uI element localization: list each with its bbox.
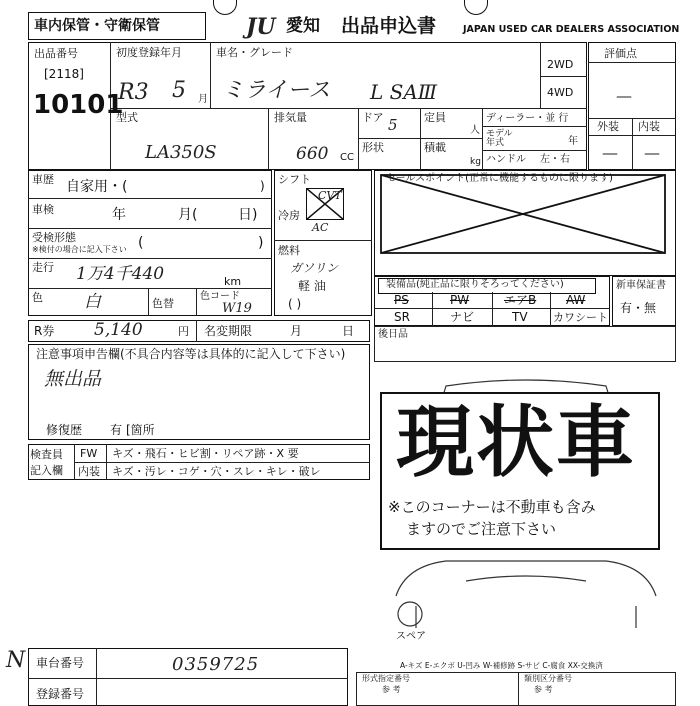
first-reg-label: 初度登録年月 — [116, 46, 182, 59]
year-unit: 年 — [568, 136, 578, 147]
handle-options: 左・右 — [540, 154, 570, 165]
interior-value: — — [644, 143, 660, 162]
lot-number: 10101 — [33, 90, 124, 120]
mileage-label: 走行 — [32, 261, 54, 274]
notes-label: 注意事項申告欄(不具合内容等は具体的に記入して下さい) — [36, 347, 346, 361]
interior-check-label: 内装 — [78, 465, 100, 478]
fuel-value: ガソリン — [290, 261, 339, 275]
interior-items: キズ・汚レ・コゲ・穴・スレ・キレ・破レ — [112, 465, 321, 478]
ju-logo: JU — [246, 14, 276, 40]
warranty-value: 有・無 — [620, 301, 657, 315]
inspection-day: 日) — [238, 207, 258, 223]
inspection-label: 車検 — [32, 203, 54, 216]
door-value: 5 — [388, 116, 398, 134]
aircon-value: AC — [312, 221, 329, 234]
repair-paren: [箇所 — [126, 423, 155, 437]
region-name: 愛知 — [286, 16, 320, 36]
first-reg-month: 5 — [172, 78, 186, 103]
interior-label: 内装 — [638, 120, 660, 133]
rating-score: — — [616, 86, 632, 105]
load-label: 積載 — [424, 141, 446, 154]
fuel-option: 軽 油 — [298, 279, 326, 293]
car-kind-value: 自家用・( — [66, 179, 128, 195]
receive-paren-close: ) — [258, 235, 264, 251]
ref-label-2: 参 考 — [534, 685, 553, 694]
aircon-label: 冷房 — [278, 209, 300, 222]
model-value: LA350S — [145, 142, 217, 163]
fw-label: FW — [80, 447, 98, 460]
lot-label: 出品番号 — [34, 47, 78, 60]
option-ps: PS — [394, 293, 409, 307]
shape-code-label: 形式指定番号 — [362, 674, 410, 683]
fuel-label: 燃料 — [278, 244, 300, 257]
deadline-month: 月 — [290, 324, 303, 338]
options-label: 装備品(純正品に限りそろってください) — [386, 279, 564, 290]
selling-points-cross — [380, 174, 666, 254]
color-value: 白 — [84, 292, 101, 312]
kg-unit: kg — [470, 157, 481, 167]
recycle-label: R券 — [34, 324, 55, 338]
binder-hole-left — [213, 0, 237, 15]
options-strike — [378, 278, 596, 294]
storage-label: 車内保管・守衛保管 — [34, 18, 160, 34]
recycle-value: 5,140 — [94, 320, 143, 340]
repair-label: 修復歴 — [46, 423, 83, 437]
drive-2wd: 2WD — [547, 58, 574, 71]
selling-points-label: セールスポイント(正常に機能するものに限ります) — [386, 173, 613, 184]
drive-4wd: 4WD — [547, 86, 574, 99]
option-kawaseat: カワシート — [553, 311, 608, 324]
displacement-label: 排気量 — [274, 111, 307, 124]
handle-label: ハンドル — [486, 154, 526, 165]
mileage-value: 1万4千440 — [76, 264, 165, 284]
displacement-value: 660 — [296, 144, 329, 164]
fw-items: キズ・飛石・ヒビ割・リペア跡・X 要 — [112, 447, 299, 460]
grade-value: L SAⅢ — [370, 80, 438, 104]
as-is-note-1: ※このコーナーは不動車も含み — [388, 498, 596, 516]
notes-value: 無出品 — [44, 368, 102, 390]
spare-label: スペア — [396, 631, 426, 642]
color-change-label: 色替 — [152, 297, 174, 310]
option-navi: ナビ — [450, 310, 475, 324]
rating-label: 評価点 — [604, 47, 637, 60]
after-items-label: 後日品 — [378, 329, 408, 340]
car-kind-label: 車歴 — [32, 173, 54, 186]
form-title: 出品申込書 — [341, 15, 437, 37]
inspector-label-2: 記入欄 — [30, 464, 63, 477]
color-code-label: 色コード — [200, 291, 240, 302]
cc-unit: CC — [340, 152, 354, 163]
association-name: JAPAN USED CAR DEALERS ASSOCIATION — [463, 24, 680, 35]
option-sr: SR — [394, 310, 410, 324]
receive-label: 受検形態 — [32, 231, 76, 244]
ref-label-1: 参 考 — [382, 685, 401, 694]
deadline-label: 名変期限 — [204, 324, 253, 338]
door-label: ドア — [362, 111, 384, 124]
car-name-value: ミライース — [222, 78, 331, 103]
inspection-month: 月( — [178, 207, 198, 223]
shape-label: 形状 — [362, 141, 384, 154]
reg-number-label: 登録番号 — [36, 687, 85, 701]
binder-hole-right — [464, 0, 488, 15]
deadline-day: 日 — [342, 324, 355, 338]
as-is-note-2: ますのでご注意下さい — [406, 520, 557, 538]
exterior-label: 外装 — [597, 120, 619, 133]
color-code-value: W19 — [222, 301, 252, 316]
spare-tire-icon — [398, 602, 422, 626]
first-reg-value: R3 — [118, 80, 149, 105]
margin-mark: N — [6, 648, 26, 673]
shift-label: シフト — [278, 173, 311, 186]
after-items-block — [374, 326, 676, 362]
option-aw: AW — [566, 293, 586, 307]
recycle-block — [28, 320, 370, 342]
km-unit: km — [224, 275, 242, 288]
fuel-paren: ( ) — [288, 297, 302, 311]
option-pw: PW — [450, 293, 470, 307]
recycle-yen: 円 — [178, 325, 189, 338]
car-name-label: 車名・グレード — [216, 46, 293, 59]
warranty-label: 新車保証書 — [616, 280, 666, 291]
color-label: 色 — [32, 291, 43, 304]
month-unit: 月 — [198, 94, 208, 105]
option-tv: TV — [512, 310, 528, 324]
dealer-label: ディーラー・並 行 — [486, 113, 569, 124]
shift-value: CVT — [318, 189, 342, 202]
category-code-label: 類別区分番号 — [524, 674, 572, 683]
inspector-label-1: 検査員 — [30, 448, 63, 461]
receive-note: ※検付の場合に記入下さい — [32, 245, 127, 254]
chassis-label: 車台番号 — [36, 656, 85, 670]
receive-paren-open: ( — [138, 235, 144, 251]
capacity-label: 定員 — [424, 111, 446, 124]
option-airbag: エアB — [504, 293, 537, 307]
exterior-value: — — [602, 143, 618, 162]
chassis-value: 0359725 — [172, 654, 260, 675]
model-label: 型式 — [116, 111, 138, 124]
damage-legend: A-キズ E-エクボ U-凹み W-補修跡 S-サビ C-腐食 XX-交換済 — [400, 661, 603, 670]
capacity-unit: 人 — [470, 125, 480, 136]
lot-small-number: [2118] — [44, 67, 84, 81]
car-kind-close: ) — [260, 179, 265, 193]
model-year-label: モデル 年式 — [486, 129, 513, 148]
inspection-year: 年 — [112, 207, 126, 223]
repair-value: 有 — [110, 423, 123, 437]
as-is-title: 現状車 — [396, 398, 637, 488]
